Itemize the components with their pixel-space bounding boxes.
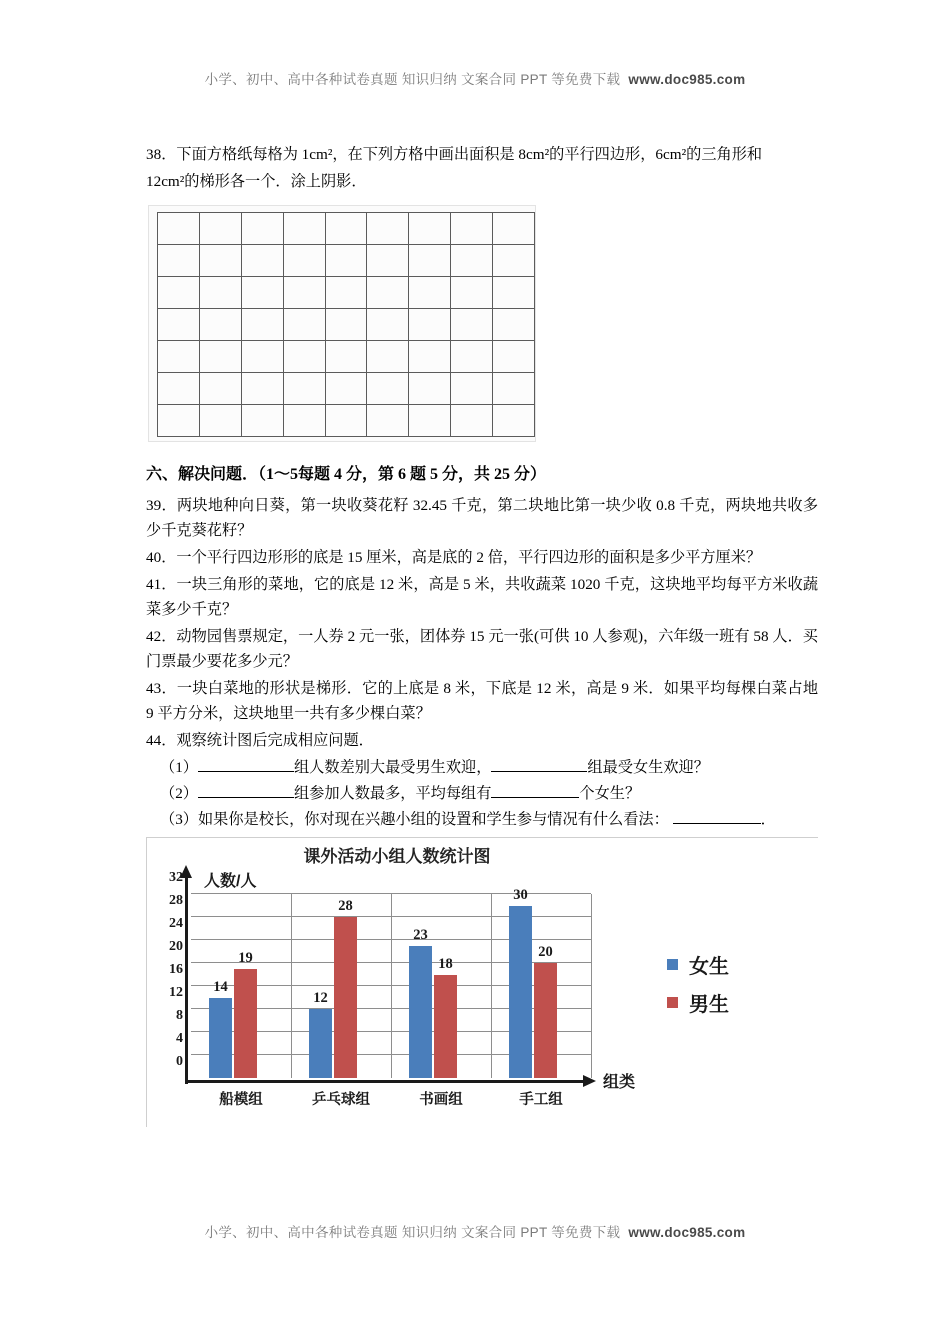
x-axis-category-label: 手工组 xyxy=(519,1092,563,1108)
part-1-text-b: 组最受女生欢迎？ xyxy=(587,759,709,776)
graph-paper-cell[interactable] xyxy=(325,309,367,341)
graph-paper-area[interactable] xyxy=(148,205,536,442)
graph-paper-row xyxy=(158,405,535,437)
graph-paper-cell[interactable] xyxy=(199,277,241,309)
chart-title: 课外活动小组人数统计图 xyxy=(303,847,491,866)
graph-paper-cell[interactable] xyxy=(158,341,200,373)
graph-paper-cell[interactable] xyxy=(493,373,535,405)
question-38-line2: 12cm²的梯形各一个．涂上阴影． xyxy=(146,173,367,190)
graph-paper-cell[interactable] xyxy=(409,277,451,309)
graph-paper-cell[interactable] xyxy=(493,277,535,309)
legend-swatch-female-icon xyxy=(667,959,678,970)
graph-paper-cell[interactable] xyxy=(451,373,493,405)
graph-paper-row xyxy=(158,277,535,309)
y-axis-tick-label: 32 xyxy=(169,870,183,885)
footer-watermark-site-link: www.doc985.com xyxy=(628,1225,746,1240)
graph-paper-cell[interactable] xyxy=(283,341,325,373)
x-axis-category-label: 书画组 xyxy=(419,1092,463,1108)
part-1-text-a: 组人数差别大最受男生欢迎， xyxy=(293,759,492,776)
part-2-text-a: 组参加人数最多，平均每组有 xyxy=(293,785,492,802)
graph-paper-cell[interactable] xyxy=(199,245,241,277)
question-44-part-3 xyxy=(146,807,818,833)
watermark-text: 小学、初中、高中各种试卷真题 知识归纳 文案合同 PPT 等免费下载 xyxy=(204,72,621,87)
graph-paper-row xyxy=(158,245,535,277)
question-42: 42．动物园售票规定，一人券 2 元一张，团体券 15 元一张(可供 10 人参观)，六年级一班有 58 人．买门票最少要花多少元？ xyxy=(146,628,818,670)
y-axis-label: 人数/人 xyxy=(204,873,257,890)
graph-paper-cell[interactable] xyxy=(199,213,241,245)
graph-paper-cell[interactable] xyxy=(409,213,451,245)
y-axis-tick-label: 12 xyxy=(169,985,183,1000)
y-axis-tick-label: 0 xyxy=(176,1054,183,1069)
part-1-marker: （1） xyxy=(160,759,198,776)
graph-paper-cell[interactable] xyxy=(493,405,535,437)
graph-paper-cell[interactable] xyxy=(367,277,409,309)
y-axis-tick-label: 16 xyxy=(169,962,183,977)
x-axis-category-label: 乒乓球组 xyxy=(312,1092,370,1108)
graph-paper-cell[interactable] xyxy=(451,245,493,277)
part-2-text-b: 个女生？ xyxy=(579,785,641,802)
graph-paper-cell[interactable] xyxy=(241,373,283,405)
y-axis-ticks xyxy=(147,870,183,1078)
chart-bar xyxy=(234,969,257,1078)
statistics-chart xyxy=(146,837,818,1127)
question-38 xyxy=(146,142,818,167)
graph-paper-cell[interactable] xyxy=(325,277,367,309)
chart-bar xyxy=(534,963,557,1078)
answer-blank-3[interactable] xyxy=(673,823,761,824)
gridline-vertical xyxy=(491,894,492,1078)
graph-paper-cell[interactable] xyxy=(367,245,409,277)
graph-paper-cell[interactable] xyxy=(451,213,493,245)
x-axis-line xyxy=(185,1080,585,1083)
bar-value-label: 20 xyxy=(538,944,553,960)
question-44-part-2 xyxy=(146,781,818,807)
graph-paper-cell[interactable] xyxy=(493,213,535,245)
answer-blank-2a[interactable] xyxy=(198,797,294,798)
graph-paper-cell[interactable] xyxy=(199,405,241,437)
graph-paper-cell[interactable] xyxy=(493,341,535,373)
graph-paper-cell[interactable] xyxy=(199,373,241,405)
graph-paper-cell[interactable] xyxy=(367,341,409,373)
question-40: 40．一个平行四边形形的底是 15 厘米，高是底的 2 倍，平行四边形的面积是多少平方厘米？ xyxy=(146,549,762,566)
graph-paper-cell[interactable] xyxy=(158,213,200,245)
graph-paper-cell[interactable] xyxy=(493,309,535,341)
part-3-text: （3）如果你是校长，你对现在兴趣小组的设置和学生参与情况有什么看法： xyxy=(160,811,669,828)
graph-paper-cell[interactable] xyxy=(158,405,200,437)
graph-paper-row xyxy=(158,341,535,373)
answer-blank-1a[interactable] xyxy=(198,771,294,772)
x-axis-label: 组类 xyxy=(603,1074,636,1091)
graph-paper-grid[interactable] xyxy=(157,212,535,437)
graph-paper-cell[interactable] xyxy=(409,309,451,341)
graph-paper-cell[interactable] xyxy=(493,245,535,277)
answer-blank-1b[interactable] xyxy=(491,771,587,772)
graph-paper-cell[interactable] xyxy=(367,373,409,405)
graph-paper-cell[interactable] xyxy=(283,213,325,245)
graph-paper-row xyxy=(158,213,535,245)
graph-paper-cell[interactable] xyxy=(325,341,367,373)
question-41: 41．一块三角形的菜地，它的底是 12 米，高是 5 米，共收蔬菜 1020 千克，这块地平均每平方米收蔬菜多少千克？ xyxy=(146,576,818,618)
question-44-part-1 xyxy=(146,755,818,781)
graph-paper-cell[interactable] xyxy=(158,245,200,277)
question-38-line2-wrap xyxy=(146,169,818,194)
x-axis-category-label: 船模组 xyxy=(219,1092,263,1108)
part-2-marker: （2） xyxy=(160,785,198,802)
graph-paper-cell[interactable] xyxy=(451,341,493,373)
chart-bar xyxy=(334,917,357,1078)
page-footer-watermark xyxy=(0,1221,950,1241)
graph-paper-cell[interactable] xyxy=(199,309,241,341)
graph-paper-cell[interactable] xyxy=(241,309,283,341)
graph-paper-cell[interactable] xyxy=(409,245,451,277)
graph-paper-cell[interactable] xyxy=(283,277,325,309)
graph-paper-cell[interactable] xyxy=(325,245,367,277)
legend-item-male xyxy=(667,988,729,1017)
question-44: 44．观察统计图后完成相应问题． xyxy=(146,732,374,749)
graph-paper-cell[interactable] xyxy=(409,405,451,437)
graph-paper-cell[interactable] xyxy=(451,309,493,341)
chart-legend xyxy=(667,950,729,1026)
graph-paper-cell[interactable] xyxy=(451,277,493,309)
graph-paper-cell[interactable] xyxy=(283,373,325,405)
graph-paper-cell[interactable] xyxy=(241,405,283,437)
graph-paper-row xyxy=(158,309,535,341)
y-axis-line xyxy=(185,876,188,1084)
graph-paper-cell[interactable] xyxy=(199,341,241,373)
graph-paper-row xyxy=(158,373,535,405)
graph-paper-cell[interactable] xyxy=(158,277,200,309)
graph-paper-cell[interactable] xyxy=(367,213,409,245)
legend-item-female xyxy=(667,950,729,979)
legend-label-female: 女生 xyxy=(689,956,729,978)
y-axis-tick-label: 8 xyxy=(176,1008,183,1023)
chart-bar xyxy=(509,906,532,1079)
graph-paper-cell[interactable] xyxy=(158,373,200,405)
y-axis-tick-label: 20 xyxy=(169,939,183,954)
question-38-line1: 38．下面方格纸每格为 1cm²，在下列方格中画出面积是 8cm²的平行四边形，6cm²的三角形和 xyxy=(146,146,763,163)
question-43: 43．一块白菜地的形状是梯形．它的上底是 8 米，下底是 12 米，高是 9 米．如果平均每棵白菜占地 9 平方分米，这块地里一共有多少棵白菜？ xyxy=(146,680,818,722)
graph-paper-cell[interactable] xyxy=(241,245,283,277)
gridline-vertical xyxy=(391,894,392,1078)
bar-value-label: 14 xyxy=(213,978,228,995)
bar-value-label: 19 xyxy=(238,949,253,966)
graph-paper-cell[interactable] xyxy=(283,405,325,437)
graph-paper-cell[interactable] xyxy=(283,309,325,341)
page-header-watermark xyxy=(0,68,950,88)
y-axis-tick-label: 24 xyxy=(169,916,183,931)
graph-paper-cell[interactable] xyxy=(241,277,283,309)
chart-bar xyxy=(309,1009,332,1078)
bar-value-label: 28 xyxy=(338,898,353,914)
y-axis-tick-label: 4 xyxy=(176,1031,183,1046)
graph-paper-cell[interactable] xyxy=(409,373,451,405)
exam-page-content xyxy=(146,142,818,1127)
graph-paper-cell[interactable] xyxy=(283,245,325,277)
graph-paper-cell[interactable] xyxy=(409,341,451,373)
gridline-vertical xyxy=(591,894,592,1078)
chart-bar xyxy=(434,975,457,1079)
legend-swatch-male-icon xyxy=(667,997,678,1008)
bar-value-label: 23 xyxy=(413,926,428,943)
graph-paper-cell[interactable] xyxy=(367,309,409,341)
bar-value-label: 18 xyxy=(438,955,453,972)
part-3-period: ． xyxy=(760,811,776,828)
y-axis-tick-label: 28 xyxy=(169,893,183,908)
graph-paper-cell[interactable] xyxy=(241,213,283,245)
watermark-site-link: www.doc985.com xyxy=(628,72,746,87)
graph-paper-cell[interactable] xyxy=(241,341,283,373)
bar-value-label: 30 xyxy=(513,886,528,903)
chart-plot-area xyxy=(191,886,591,1078)
footer-watermark-text: 小学、初中、高中各种试卷真题 知识归纳 文案合同 PPT 等免费下载 xyxy=(204,1225,621,1240)
bar-value-label: 12 xyxy=(313,990,328,1006)
graph-paper-cell[interactable] xyxy=(325,213,367,245)
graph-paper-cell[interactable] xyxy=(325,373,367,405)
answer-blank-2b[interactable] xyxy=(491,797,579,798)
section-heading-six: 六、解决问题．（1～5每题 4 分，第 6 题 5 分，共 25 分） xyxy=(146,466,547,483)
legend-label-male: 男生 xyxy=(689,994,729,1016)
graph-paper-cell[interactable] xyxy=(158,309,200,341)
graph-paper-cell[interactable] xyxy=(451,405,493,437)
graph-paper-cell[interactable] xyxy=(325,405,367,437)
graph-paper-cell[interactable] xyxy=(367,405,409,437)
question-39: 39．两块地种向日葵，第一块收葵花籽 32.45 千克，第二块地比第一块少收 0.8 千克，两块地共收多少千克葵花籽？ xyxy=(146,497,818,539)
chart-bar xyxy=(209,998,232,1079)
gridline-vertical xyxy=(291,894,292,1078)
